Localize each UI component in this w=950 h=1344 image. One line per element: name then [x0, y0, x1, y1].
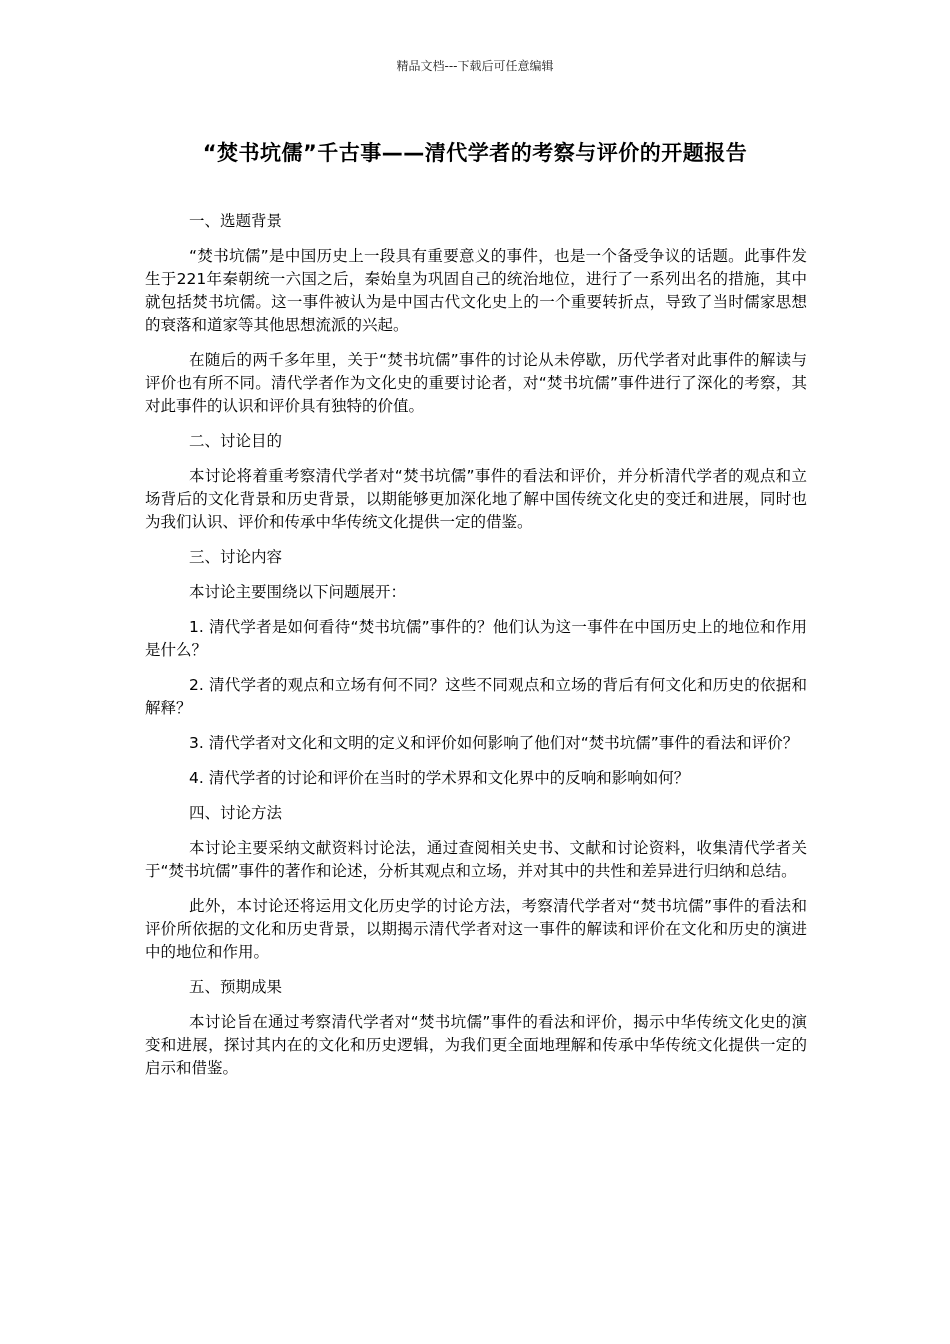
paragraph: “焚书坑儒”是中国历史上一段具有重要意义的事件，也是一个备受争议的话题。此事件发生于221年秦朝统一六国之后，秦始皇为巩固自己的统治地位，进行了一系列出名的措施，其中就包括焚书坑儒。这一事件被认为是中国古代文化史上的一个重要转折点，导致了当时儒家思想的衰落和道家等其他思想流派的兴起。: [145, 247, 807, 334]
paragraph: 在随后的两千多年里，关于“焚书坑儒”事件的讨论从未停歇，历代学者对此事件的解读与评价也有所不同。清代学者作为文化史的重要讨论者，对“焚书坑儒”事件进行了深化的考察，其对此事件的认识和评价具有独特的价值。: [145, 351, 807, 415]
paragraph: 本讨论将着重考察清代学者对“焚书坑儒”事件的看法和评价，并分析清代学者的观点和立场背后的文化背景和历史背景，以期能够更加深化地了解中国传统文化史的变迁和进展，同时也为我们认识、评价和传承中华传统文化提供一定的借鉴。: [145, 467, 807, 531]
paragraph: 本讨论旨在通过考察清代学者对“焚书坑儒”事件的看法和评价，揭示中华传统文化史的演变和进展，探讨其内在的文化和历史逻辑，为我们更全面地理解和传承中华传统文化提供一定的启示和借鉴。: [145, 1013, 807, 1077]
document-body: [145, 210, 807, 1092]
paragraph: 本讨论主要采纳文献资料讨论法，通过查阅相关史书、文献和讨论资料，收集清代学者关于“焚书坑儒”事件的著作和论述，分析其观点和立场，并对其中的共性和差异进行归纳和总结。: [145, 839, 807, 880]
section-heading: 五、预期成果: [189, 978, 283, 996]
document-title: “焚书坑儒”千古事——清代学者的考察与评价的开题报告: [202, 141, 748, 165]
list-item: 4. 清代学者的讨论和评价在当时的学术界和文化界中的反响和影响如何？: [189, 769, 690, 787]
section-heading: 三、讨论内容: [189, 548, 283, 566]
list-item: 1. 清代学者是如何看待“焚书坑儒”事件的？他们认为这一事件在中国历史上的地位和作用是什么？: [145, 618, 807, 659]
paragraph: 本讨论主要围绕以下问题展开：: [189, 583, 407, 601]
page-header: 精品文档---下载后可任意编辑: [396, 59, 554, 73]
section-heading: 四、讨论方法: [189, 804, 283, 822]
list-item: 3. 清代学者对文化和文明的定义和评价如何影响了他们对“焚书坑儒”事件的看法和评价？: [189, 734, 799, 752]
section-heading: 一、选题背景: [189, 212, 283, 230]
section-heading: 二、讨论目的: [189, 432, 283, 450]
paragraph: 此外，本讨论还将运用文化历史学的讨论方法，考察清代学者对“焚书坑儒”事件的看法和评价所依据的文化和历史背景，以期揭示清代学者对这一事件的解读和评价在文化和历史的演进中的地位和作用。: [145, 897, 807, 961]
list-item: 2. 清代学者的观点和立场有何不同？这些不同观点和立场的背后有何文化和历史的依据和解释？: [145, 676, 807, 717]
